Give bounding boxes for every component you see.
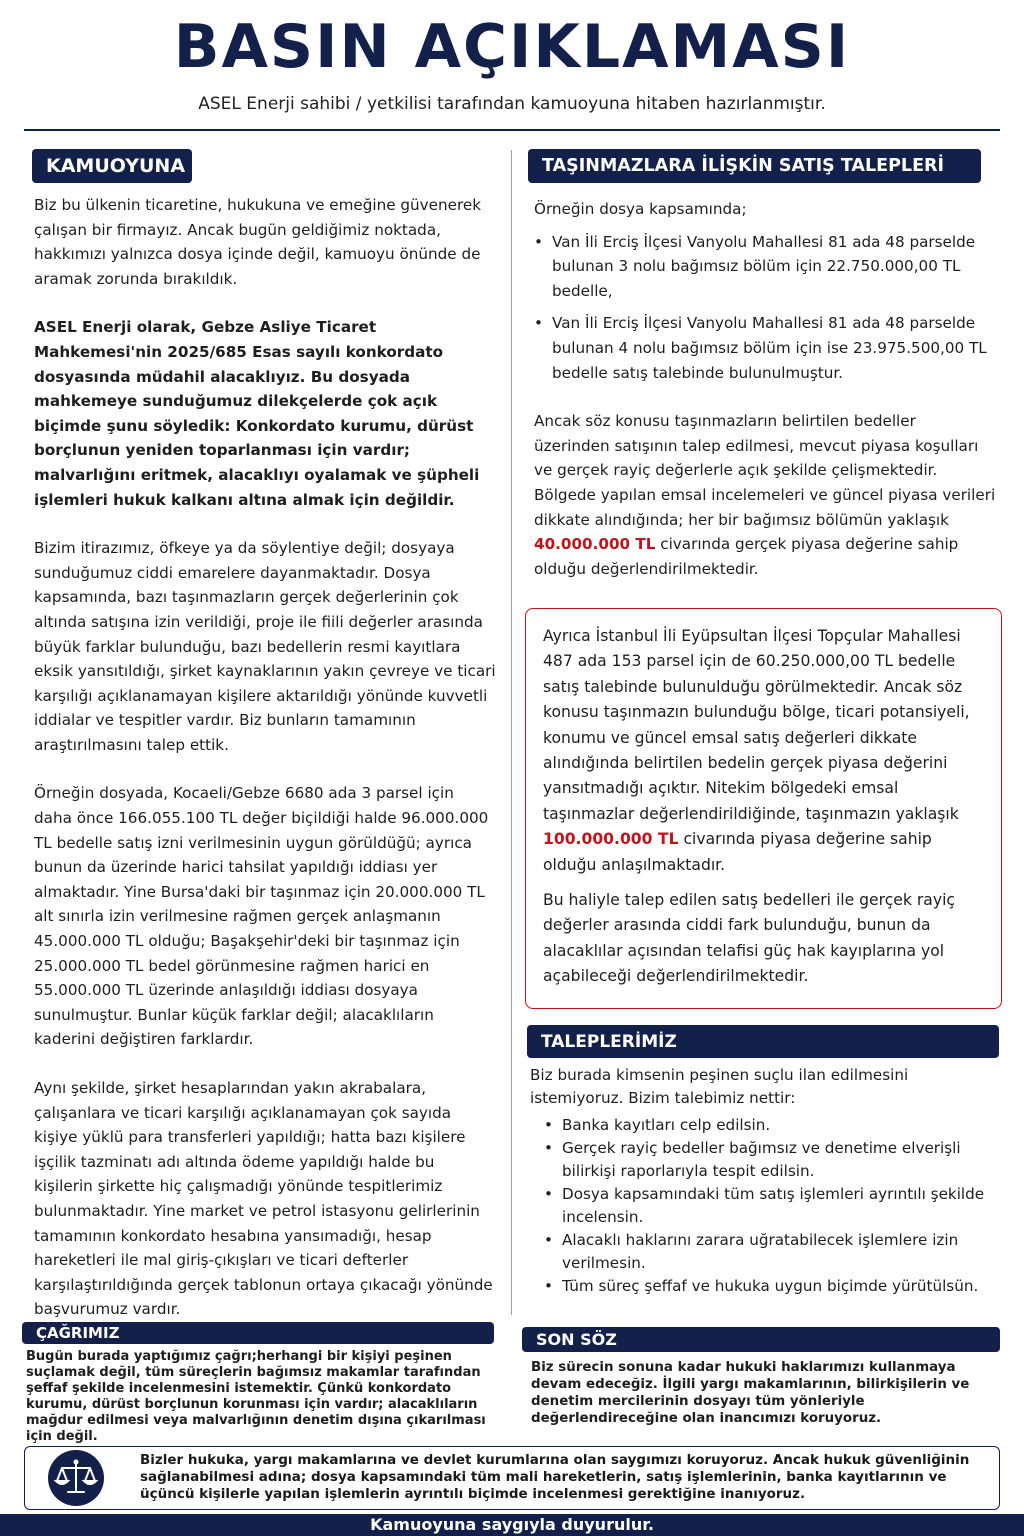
section-header-son-soz: SON SÖZ — [522, 1327, 1000, 1352]
right-column-text — [534, 197, 996, 581]
demand-item: • Tüm süreç şeffaf ve hukuka uygun biçimde yürütülsün. — [544, 1275, 992, 1298]
eyupsultan-value-amount: 100.000.000 TL — [543, 830, 679, 849]
demands-intro: Biz burada kimsenin peşinen suçlu ilan edilmesini istemiyoruz. Bizim talebimiz nettir: — [530, 1066, 909, 1107]
page-title: BASIN AÇIKLAMASI — [173, 12, 851, 82]
closing-banner: Kamuoyuna saygıyla duyurulur. — [0, 1514, 1024, 1536]
demands-text — [530, 1064, 992, 1298]
demand-item: • Dosya kapsamındaki tüm satış işlemleri ayrıntılı şekilde incelensin. — [544, 1183, 992, 1229]
section-header-taleplerimiz: TALEPLERİMİZ — [527, 1025, 999, 1058]
eyupsultan-paragraph — [543, 624, 983, 878]
final-text: Biz sürecin sonuna kadar hukuki haklarımızı kullanmaya devam edeceğiz. İlgili yargı makamlarının, bilirkişilerin ve denetim mercilerinin dosyayı tüm yönleriyle değerlendireceğine olan inancımızı koruyoruz. — [531, 1360, 970, 1426]
paragraph-transfers: Aynı şekilde, şirket hesaplarından yakın akrabalara, çalışanlara ve ticari karşılığı açıklanamayan çok sayıda kişiye yüklü para transferleri yapıldığı; hatta bazı kişilere işçilik tazminatı adı altında ödeme yapıldığı halde bu kişilerin şirkette hiç çalışmadığı yönünde tespitlerimiz bulunmaktadır. Yine market ve petrol istasyonu gelirlerinin tamamının konkordato hesabına yansımadığı, hesap hareketleri ile mal giriş-çıkışları ve ticari defterler karşılaştırıldığında gerçek tablonun ortaya çıkacağı yönünde başvurumuz vardır. — [34, 1079, 493, 1319]
paragraph-case: ASEL Enerji olarak, Gebze Asliye Ticaret Mahkemesi'nin 2025/685 Esas sayılı konkordato dosyasında müdahil alacaklıyız. Bu dosyada mahkemeye sunduğumuz dilekçelerde çok açık biçimde şunu söyledik: Konkordato kurumu, dürüst borçlunun yeniden toparlanması için vardır; malvarlığını eritmek, alacaklıyı oyalamak ve şüpheli işlemleri hukuk kalkanı altına almak için değildir. — [34, 318, 480, 509]
footer-text: Bizler hukuka, yargı makamlarına ve devlet kurumlarına olan saygımızı koruyoruz. Ancak hukuk güvenliğinin sağlanabilmesi adına; dosya kapsamındaki tüm mali hareketlerin, satış işlemlerinin, banka kayıtlarının ve üçüncü kişilerle yapılan işlemlerin ayrıntılı biçimde incelenmesi gerektiğine inanıyoruz. — [140, 1452, 970, 1502]
properties-intro: Örneğin dosya kapsamında; — [534, 200, 747, 218]
column-divider — [511, 150, 512, 1315]
estimated-value-amount: 40.000.000 TL — [534, 535, 656, 554]
page-subtitle: ASEL Enerji sahibi / yetkilisi tarafından kamuoyuna hitaben hazırlanmıştır. — [198, 94, 826, 114]
market-value-paragraph — [534, 409, 996, 581]
property-list — [534, 230, 996, 386]
paragraph-intro: Biz bu ülkenin ticaretine, hukukuna ve emeğine güvenerek çalışan bir firmayız. Ancak bugün geldiğimiz noktada, hakkımızı yalnızca dosya içinde değil, kamuoyu önünde de aramak zorunda bırakıldık. — [34, 196, 481, 288]
loss-risk-paragraph: Bu haliyle talep edilen satış bedelleri ile gerçek rayiç değerler arasında ciddi fark bulunduğu, bunun da alacaklılar açısından telafisi güç hak kayıplarına yol açabileceği değerlendirilmektedir. — [543, 891, 955, 986]
call-text: Bugün burada yaptığımız çağrı;herhangi bir kişiyi peşinen suçlamak değil, tüm süreçlerin bağımsız makamlar tarafından şeffaf şekilde incelenmesini istemektir. Çünkü konkordato kurumu, dürüst borçlunun korunması için vardır; alacaklıların mağdur edilmesi veya malvarlığının denetim dışına çıkarılması için değil. — [26, 1349, 486, 1444]
section-header-cagrimiz: ÇAĞRIMIZ — [22, 1322, 494, 1344]
scales-of-justice-icon — [48, 1450, 104, 1506]
eyupsultan-text: Ayrıca İstanbul İli Eyüpsultan İlçesi Topçular Mahallesi 487 ada 153 parsel için de 60.250.000,00 TL bedelle satış talebinde bulunulduğu görülmektedir. Ancak söz konusu taşınmazın bulunduğu bölge, ticari potansiyeli, konumu ve güncel emsal satış değerleri dikkate alındığında belirtilen bedelin gerçek piyasa değerini yansıtmadığı açıktır. Nitekim bölgedeki emsal taşınmazlar değerlendirildiğinde, taşınmazın yaklaşık — [543, 627, 970, 823]
property-item: • Van İli Erciş İlçesi Vanyolu Mahallesi 81 ada 48 parselde bulunan 4 nolu bağımsız bölüm için ise 23.975.500,00 TL bedelle satış talebinde bulunulmuştur. — [534, 311, 996, 385]
property-item: • Van İli Erciş İlçesi Vanyolu Mahallesi 81 ada 48 parselde bulunan 3 nolu bağımsız bölüm için 22.750.000,00 TL bedelle, — [534, 230, 996, 304]
demand-item: • Alacaklı haklarını zarara uğratabilecek işlemlere izin verilmesin. — [544, 1229, 992, 1275]
demand-item: • Gerçek rayiç bedeller bağımsız ve denetime elverişli bilirkişi raporlarıyla tespit edilsin. — [544, 1137, 992, 1183]
demands-list — [544, 1114, 992, 1298]
paragraph-example: Örneğin dosyada, Kocaeli/Gebze 6680 ada 3 parsel için daha önce 166.055.100 TL değer biçildiği halde 96.000.000 TL bedelle satış izni verilmesinin uygun görüldüğü; ayrıca bunun da üzerinde harici tahsilat yapıldığı iddiası yer almaktadır. Yine Bursa'daki bir taşınmaz için 20.000.000 TL alt sınırla izin verilmesine rağmen gerçek anlaşmanın 45.000.000 TL olduğu; Başakşehir'deki bir taşınmaz için 25.000.000 TL bedel görünmesine rağmen harici en 55.000.000 TL üzerinde anlaşıldığı iddiası dosyaya sunulmuştur. Bunlar küçük farklar değil; alacaklıların kaderini değiştiren farklardır. — [34, 784, 489, 1049]
section-header-kamuoyuna: KAMUOYUNA — [32, 149, 192, 183]
market-value-text: Ancak söz konusu taşınmazların belirtilen bedeller üzerinden satışının talep edilmesi, mevcut piyasa koşulları ve gerçek rayiç değerlerle açık şekilde çelişmektedir. Bölgede yapılan emsal incelemeleri ve güncel piyasa verileri dikkate alındığında; her bir bağımsız bölümün yaklaşık — [534, 412, 996, 529]
eyupsultan-text-end: civarında piyasa değerine sahip olduğu anlaşılmaktadır. — [543, 830, 932, 874]
market-value-text-end: civarında gerçek piyasa değerine sahip olduğu değerlendirilmektedir. — [534, 535, 959, 578]
left-column-text — [34, 193, 496, 1322]
section-header-tasinmazlar: TAŞINMAZLARA İLİŞKİN SATIŞ TALEPLERİ — [528, 149, 981, 183]
header-divider — [24, 129, 1000, 131]
paragraph-objection: Bizim itirazımız, öfkeye ya da söylentiye değil; dosyaya sunduğumuz ciddi emarelere dayanmaktadır. Dosya kapsamında, bazı taşınmazların gerçek değerlerinin çok altında satışına izin verildiği, proje ile fiili değerler arasında büyük farklar bulunduğu, bazı bedellerin resmi kayıtlara eksik yansıtıldığı, şirket kaynaklarının yakın çevreye ve ticari karşılığı açıklanamayan kişilere aktarıldığı yönünde kuvvetli iddialar ve tespitler vardır. Biz bunların tamamının araştırılmasını talep ettik. — [34, 539, 496, 754]
highlighted-box-text — [543, 624, 983, 990]
demand-item: • Banka kayıtları celp edilsin. — [544, 1114, 992, 1137]
